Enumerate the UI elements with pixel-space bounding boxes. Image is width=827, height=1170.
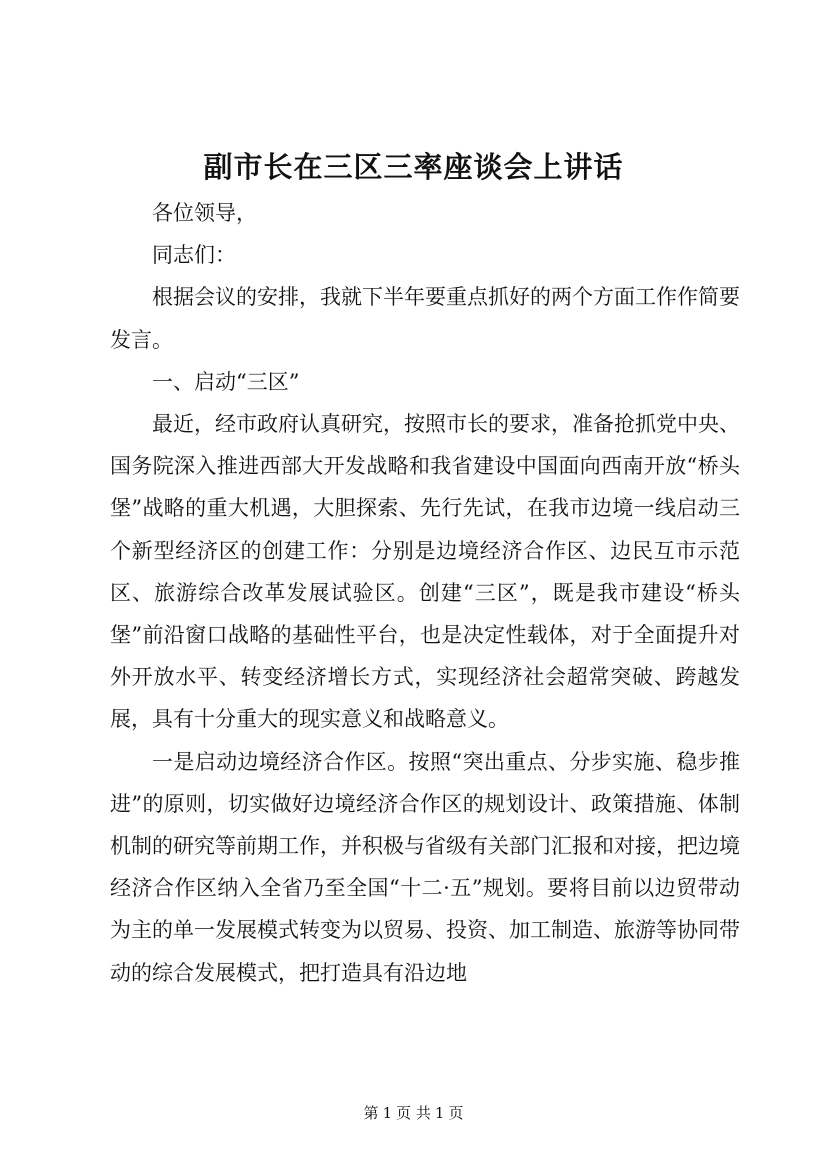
section-heading: 一、启动“三区”	[152, 369, 300, 394]
page-total: 1	[434, 1104, 445, 1122]
document-title: 副市长在三区三率座谈会上讲话	[203, 150, 624, 184]
page-footer	[0, 1103, 827, 1123]
page-label-mid: 页 共	[396, 1104, 431, 1122]
document-body	[110, 192, 740, 994]
page-number: 1	[382, 1104, 393, 1122]
paragraph-salutation-comrades: 同志们：	[152, 243, 236, 268]
paragraph-intro: 根据会议的安排，我就下半年要重点抓好的两个方面工作作简要发言。	[110, 285, 740, 352]
paragraph-body: 最近，经市政府认真研究，按照市长的要求，准备抢抓党中央、国务院深入推进西部大开发战略和我省建设中国面向西南开放“桥头堡”战略的重大机遇，大胆探索、先行先试，在我市边境一线启动三个新型经济区的创建工作：分别是边境经济合作区、边民互市示范区、旅游综合改革发展试验区。创建“三区”，既是我市建设“桥头堡”前沿窗口战略的基础性平台，也是决定性载体，对于全面提升对外开放水平、转变经济增长方式，实现经济社会超常突破、跨越发展，具有十分重大的现实意义和战略意义。	[110, 412, 740, 732]
paragraph-body: 一是启动边境经济合作区。按照“突出重点、分步实施、稳步推进”的原则，切实做好边境经济合作区的规划设计、政策措施、体制机制的研究等前期工作，并积极与省级有关部门汇报和对接，把边境经济合作区纳入全省乃至全国“十二·五”规划。要将目前以边贸带动为主的单一发展模式转变为以贸易、投资、加工制造、旅游等协同带动的综合发展模式，把打造具有沿边地	[110, 749, 740, 985]
page-label-prefix: 第	[363, 1104, 379, 1122]
page-label-suffix: 页	[448, 1104, 464, 1122]
paragraph-salutation-leaders: 各位领导，	[152, 201, 257, 225]
